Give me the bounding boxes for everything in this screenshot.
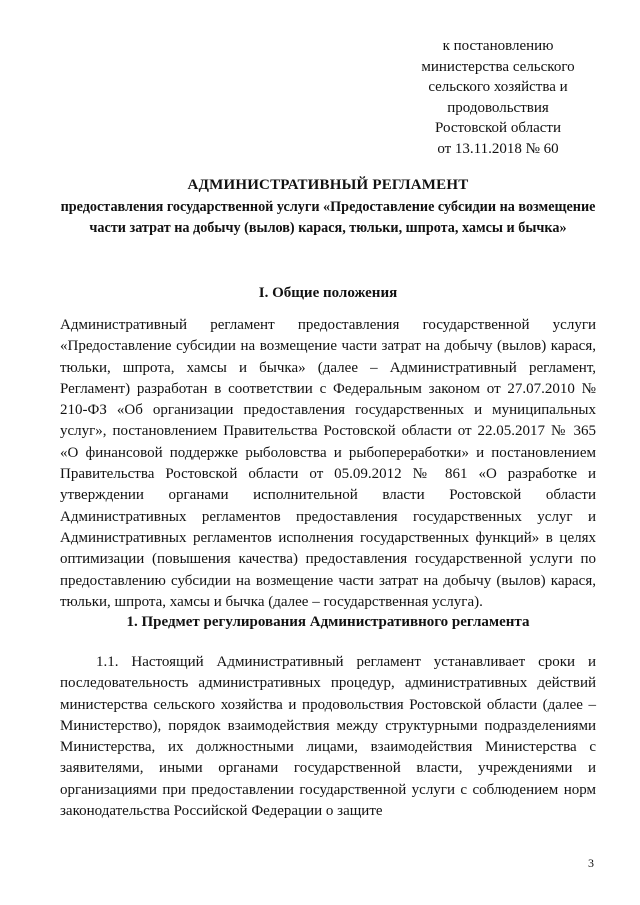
approval-line: Ростовской области: [435, 120, 561, 137]
page-number: 3: [588, 856, 594, 870]
section-heading-general: I. Общие положения: [258, 285, 398, 301]
document-subtitle: предоставления государственной услуги «Предоставление субсидии на возмещение части затрат на добычу (вылов) карася, тюльки, шпрота, хамсы и бычка»: [60, 199, 596, 236]
approval-line: продовольствия: [447, 99, 549, 116]
paragraph-subject-regulation: 1.1. Настоящий Административный регламент устанавливает сроки и последовательность административных процедур, административных действий министерства сельского хозяйства и продовольствия Ростовской области (далее – Министерство), порядок взаимодействия между структурными подразделениями Министерства, их должностными лицами, взаимодействия Министерства с заявителями, иными органами государственной власти, учреждениями и организациями при предоставлении государственной услуги с соблюдением норм законодательства Российской Федерации о защите: [60, 654, 596, 820]
approval-stamp: [400, 36, 596, 160]
approval-line: от 13.11.2018 № 60: [437, 140, 559, 157]
document-title: АДМИНИСТРАТИВНЫЙ РЕГЛАМЕНТ: [187, 177, 469, 193]
approval-line: к постановлению: [442, 38, 554, 54]
section-heading-subject: 1. Предмет регулирования Административного регламента: [126, 614, 530, 630]
approval-line: сельского хозяйства и: [428, 79, 568, 96]
paragraph-general-provisions: Административный регламент предоставления государственной услуги «Предоставление субсидии на возмещение части затрат на добычу (вылов) карася, тюльки, шпрота, хамсы и бычка» (далее – Административный регламент, Регламент) разработан в соответствии с Федеральным законом от 27.07.2010 № 210-ФЗ «Об организации предоставления государственных и муниципальных услуг», постановлением Правительства Ростовской области от 22.05.2017 № 365 «О финансовой поддержке рыболовства и рыбопереработки» и постановлением Правительства Ростовской области от 05.09.2012 № 861 «О разработке и утверждении органами исполнительной власти Ростовской области Административных регламентов предоставления государственных услуг и Административных регламентов исполнения государственных функций» в целях оптимизации (повышения качества) предоставления государственной услуги по предоставлению субсидии на возмещение части затрат на добычу (вылов) карася, тюльки, шпрота, хамсы и бычка (далее – государственная услуга).: [60, 317, 596, 610]
approval-line: министерства сельского: [421, 58, 575, 75]
